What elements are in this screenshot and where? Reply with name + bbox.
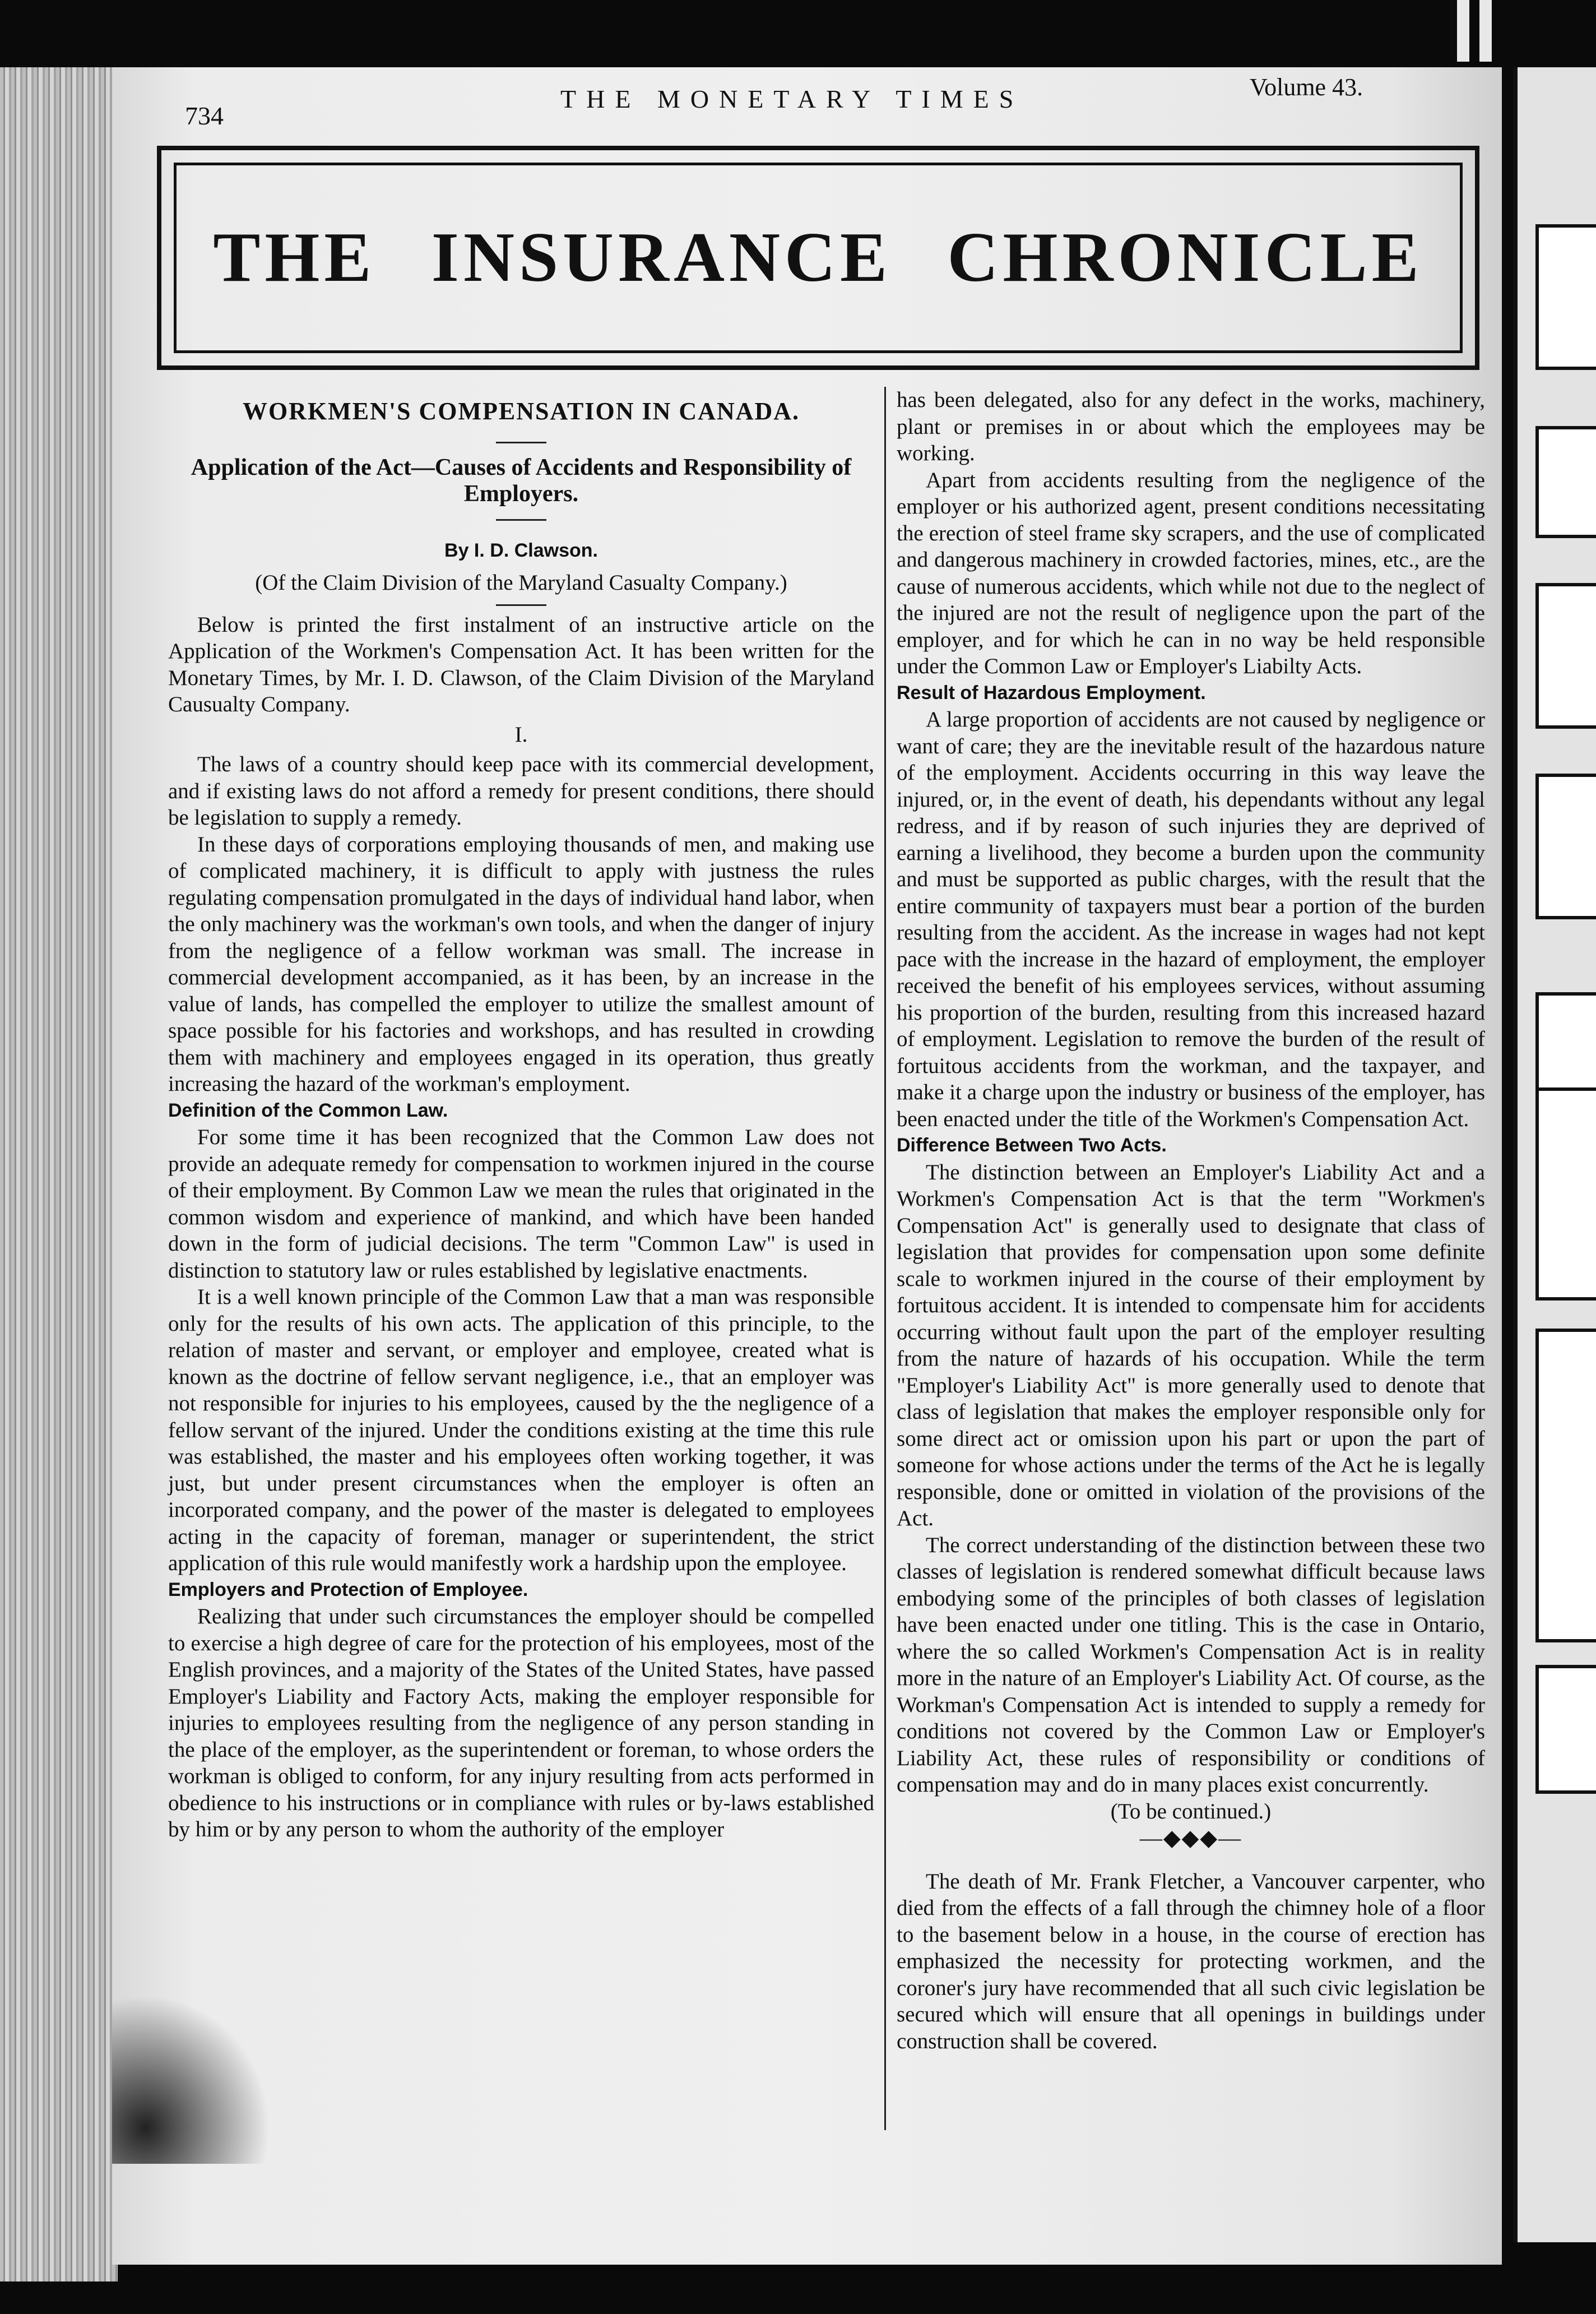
short-rule — [496, 519, 546, 521]
paragraph: For some time it has been recognized that the Common Law does not provide an adequate remedy for compensation to workmen injured in the course of their employment. By Common Law we mean the rules that originated in the common wisdom and experience of mankind, and which have been handed down in the form of judicial decisions. The term "Common Law" is used in distinction to statutory law or rules established by legislative enactments. — [168, 1125, 874, 1283]
paragraph: A large proportion of accidents are not caused by negligence or want of care; they are the inevitable result of the hazardous nature of the employment. Accidents occurring in this way leave the injured, or, in the event of death, his dependants without any legal redress, and if by reason of such injuries they are deprived of earning a livelihood, they become a burden upon the community and must be supported as public charges, with the result that the entire community of taxpayers must bear a portion of the burden resulting from the accident. As the increase in wages had not kept pace with the increase in the hazard of employment, the employer received the benefit of his employees services, without assuming his proportion of the burden, resulting from this increased hazard of employment. Legislation to remove the burden of the result of fortuitous accidents from the workman, and the taxpayer, and make it a charge upon the industry or business of the employer, has been enacted under the title of the Workmen's Compensation Act. — [897, 707, 1485, 1131]
short-rule — [496, 442, 546, 443]
article-left-column — [168, 387, 874, 1843]
film-edge-mark — [1479, 0, 1492, 62]
book-spine-edges — [0, 67, 118, 2281]
paragraph: In these days of corporations employing thousands of men, and making use of complicated machinery, it is difficult to apply with justness the rules regulating compensation promulgated in the days of individual hand labor, when the only machinery was the workman's own tools, and when the danger of injury from the negligence of a fellow workman was small. The increase in commercial development accompanied, as it has been, by an increase in the value of lands, has compelled the employer to utilize the smallest amount of space possible for his factories and workshops, and has resulted in crowding them with machinery and employees engaged in its operation, thus greatly increasing the hazard of the workman's employment. — [168, 832, 874, 1096]
section-heading-common-law: Definition of the Common Law. — [168, 1099, 448, 1121]
paragraph: Realizing that under such circumstances the employer should be compelled to exercise a high degree of care for the protection of his employees, most of the English provinces, and a majority of the States of the United States, have passed Employer's Liability and Factory Acts, making the employer responsible for injuries to employees resulting from the negligence of any person standing in the place of the employer, as the superintendent or foreman, to whose orders the workman is obliged to conform, for any injury resulting from acts performed in obedience to his instructions or in compliance with rules or by-laws established by him or by any person to whom the authority of the employer — [168, 1604, 874, 1841]
paragraph-continuation: has been delegated, also for any defect in the works, machinery, plant or premises in or about which the employees may be working. — [897, 388, 1485, 465]
paragraph: The distinction between an Employer's Liability Act and a Workmen's Compensation Act is that the term "Workmen's Compensation Act" is generally used to designate that class of legislation that provides for compensation upon some definite scale to workmen injured in the course of their employment by fortuitous accident. It is intended to compensate him for accidents occurring without fault upon the part of the employer resulting from the nature of hazards of his occupation. While the term "Employer's Liability Act" is more generally used to denote that class of legislation that makes the employer responsible only for some direct act or omission upon his part or upon the part of someone for whose actions under the terms of the Act he is legally responsible, done or omitted in violation of the provisions of the Act. — [897, 1160, 1485, 1530]
volume-label: Volume 43. — [1250, 73, 1363, 101]
continued-note: (To be continued.) — [1110, 1799, 1272, 1824]
paragraph: The laws of a country should keep pace with its commercial development, and if existing laws do not afford a remedy for present conditions, there should be legislation to supply a remedy. — [168, 752, 874, 830]
section-banner — [157, 146, 1479, 370]
paragraph: The correct understanding of the distinction between these two classes of legislation is rendered somewhat difficult because laws embodying some of the principles of both classes of legislation have been enacted under one titling. This is the case in Ontario, where the so called Workmen's Compensation Act is in reality more in the nature of an Employer's Liability Act. Of course, as the Workman's Compensation Act is intended to supply a remedy for conditions not covered by the Common Law or Employer's Liability Act, these rules of responsibility or conditions of compensation may and do in many places exist concurrently. — [897, 1533, 1485, 1797]
paragraph: Apart from accidents resulting from the negligence of the employer or his authorized agent, present conditions necessitating the erection of steel frame sky scrapers, and the use of complicated and dangerous machinery in crowded factories, mines, etc., are the cause of numerous accidents, which while not due to the neglect of the injured are not the result of negligence upon the part of the employer, and for which he can in no way be held responsible under the Common Law or Employer's Liabilty Acts. — [897, 468, 1485, 678]
section-heading-hazard: Result of Hazardous Employment. — [897, 682, 1206, 704]
article-right-column — [897, 387, 1485, 2054]
article-subhead: Application of the Act—Causes of Accidents and Responsibility of Employers. — [191, 454, 852, 507]
article-headline: WORKMEN'S COMPENSATION IN CANADA. — [242, 397, 800, 425]
film-edge-mark — [1457, 0, 1469, 62]
short-rule — [496, 604, 546, 606]
editor-intro: Below is printed the first instalment of an instructive article on the Application of the Workmen's Compensation Act. It has been written for the Monetary Times, by Mr. I. D. Clawson, of the Claim Division of the Maryland Causualty Company. — [168, 612, 874, 716]
section-number: I. — [514, 722, 528, 747]
section-heading-protection: Employers and Protection of Employee. — [168, 1579, 528, 1600]
author-affiliation: (Of the Claim Division of the Maryland Casualty Company.) — [255, 571, 787, 595]
facing-page-fragment — [1513, 67, 1596, 2242]
article-byline: By I. D. Clawson. — [444, 539, 598, 561]
banner-title: THE INSURANCE CHRONICLE — [213, 219, 1423, 297]
column-divider — [884, 387, 886, 2130]
page-shadow — [112, 1984, 280, 2164]
section-heading-difference: Difference Between Two Acts. — [897, 1135, 1167, 1156]
ornament-divider: —◆◆◆— — [1139, 1825, 1242, 1850]
news-item: The death of Mr. Frank Fletcher, a Vancouver carpenter, who died from the effects of a fall through the chimney hole of a floor to the basement below in a house, in the course of erection has emphasized the necessity for protecting workmen, and the coroner's jury have recommended that all such civic legislation be secured which will ensure that all openings in buildings under construction shall be covered. — [897, 1869, 1485, 2053]
page-number: 734 — [185, 101, 224, 130]
paragraph: It is a well known principle of the Common Law that a man was responsible only for the results of his own acts. The application of this principle, to the relation of master and servant, or employer and employee, created what is known as the doctrine of fellow servant negligence, i.e., that an employer was not responsible for injuries to his employees, caused by the the negligence of a fellow servant of the injured. Under the conditions existing at the time this rule was established, the master and his employees often working together, it was just, but under present circumstances when the employer is often an incorporated company, and the power of the master is delegated to employees acting in the capacity of foreman, manager or superintendent, the strict application of this rule would manifestly work a hardship upon the employee. — [168, 1285, 874, 1575]
journal-title: THE MONETARY TIMES — [560, 85, 1024, 113]
